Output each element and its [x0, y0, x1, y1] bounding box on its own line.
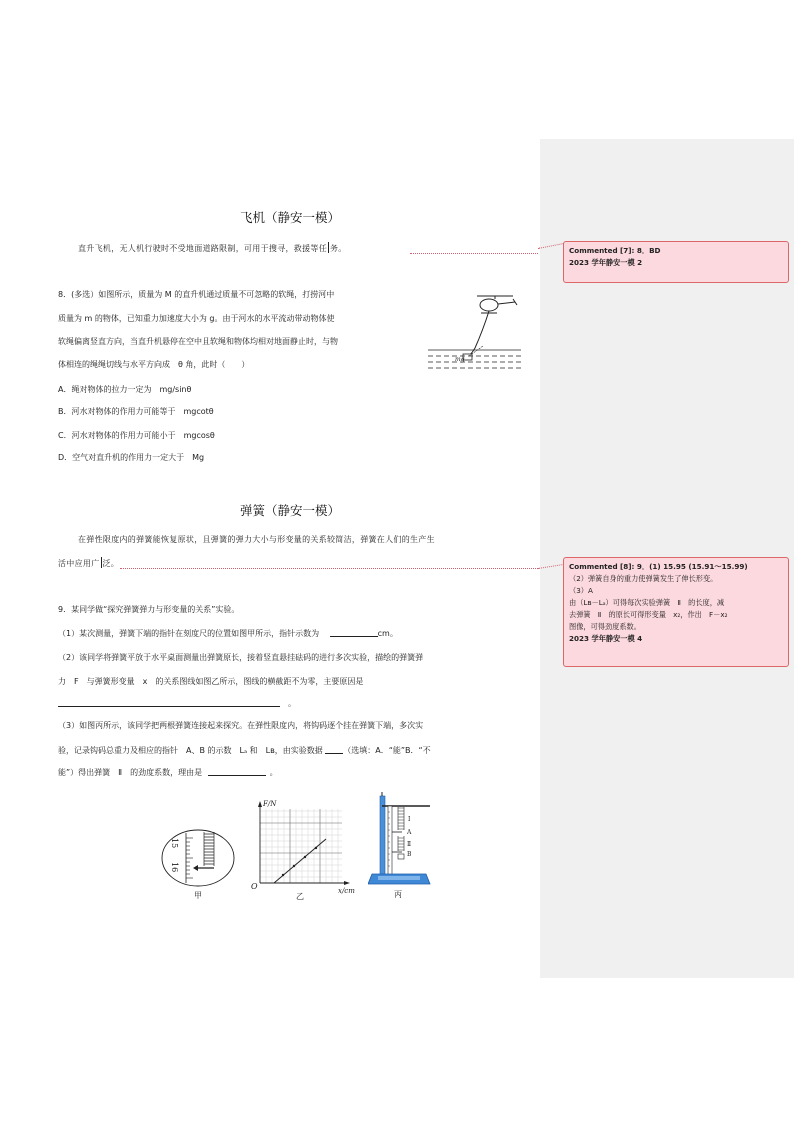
axis-x-label: x/cm	[338, 887, 355, 895]
q9-part-2-blank[interactable]	[58, 698, 280, 707]
comment-7[interactable]	[563, 241, 789, 283]
section-title-plane: 飞机（静安一模）	[240, 210, 341, 225]
comment-8-source: 2023 学年静安一模 4	[569, 634, 643, 643]
comment-7-head: Commented	[569, 246, 618, 255]
q9-part-3-line-1: （3）如图丙所示，该同学把两根弹簧连接起来探究。在弹性限度内，将钩码逐个挂在弹簧下端，多次实	[58, 721, 424, 730]
q8-option-a[interactable]: A．绳对物体的拉力一定为 mg/sinθ	[58, 385, 192, 394]
label-spring-II: Ⅱ	[407, 841, 412, 848]
q9-part-3-line-3: 能”）得出弹簧 Ⅱ 的劲度系数，理由是 。	[58, 768, 278, 777]
q9-part-3-line-2: 验，记录钩码总重力及相应的指针 A、B 的示数 Lₐ 和 Lʙ，由实验数据 （选填：A．“能”B．“不	[58, 746, 431, 755]
comment-8-line: 图像，可得劲度系数。	[569, 622, 641, 631]
figure-jia-caption: 甲	[194, 891, 202, 900]
section-intro-spring-1: 在弹性限度内的弹簧能恢复原状，且弹簧的弹力大小与形变量的关系较简洁，弹簧在人们的生产生	[78, 535, 435, 544]
q9-part-1: （1）某次测量，弹簧下端的指针在刻度尺的位置如图甲所示，指针示数为 cm。	[58, 629, 398, 638]
comment-8-line: 去弹簧 Ⅱ 的原长可得形变量 x₂，作出 F－x₂	[569, 610, 728, 619]
figure-yi-caption: 乙	[296, 892, 304, 901]
figure-yi-graph	[250, 797, 360, 905]
comment-8-line: （2）弹簧自身的重力使弹簧发生了伸长形变。	[569, 574, 718, 583]
label-pointer-B: B	[407, 851, 412, 858]
figure-bing-apparatus	[368, 790, 434, 902]
ruler-mark-16: 16	[170, 862, 179, 873]
text-cursor	[101, 557, 102, 568]
q9-part-2-line-1: （2）该同学将弹簧平放于水平桌面测量出弹簧原长，接着竖直悬挂砝码的进行多次实验，描绘的弹簧弹	[58, 653, 424, 662]
label-spring-I: Ⅰ	[408, 816, 411, 823]
q9-part-3-reason-blank[interactable]	[208, 767, 266, 776]
figure-jia-ruler	[160, 828, 236, 900]
comment-7-ref: [7]: 8．BD	[619, 246, 661, 255]
section-intro-spring-2: 活中应用广 泛。	[58, 559, 120, 568]
comment-8-line: 由（Lʙ－Lₐ）可得每次实验弹簧 Ⅱ 的长度，减	[569, 598, 725, 607]
axis-y-label: F/N	[263, 800, 277, 808]
helicopter-figure	[425, 290, 525, 376]
q8-line-3: 软绳偏离竖直方向，当直升机悬停在空中且软绳和物体均相对地面静止时，与物	[58, 337, 338, 346]
q9-part-2-line-3: 。	[58, 698, 296, 709]
mg-label: mg	[455, 356, 465, 363]
label-pointer-A: A	[407, 829, 412, 836]
q8-line-4: 体相连的绳绳切线与水平方向成 θ 角，此时（ ）	[58, 360, 250, 369]
comment-8[interactable]	[563, 557, 789, 667]
section-title-spring: 弹簧（静安一模）	[240, 503, 341, 518]
section-intro-plane: 直升飞机，无人机行驶时不受地面道路限制，可用于搜寻，救援等任 务。	[78, 244, 347, 253]
q8-option-d[interactable]: D．空气对直升机的作用力一定大于 Mg	[58, 453, 205, 462]
figure-bing-caption: 丙	[394, 890, 402, 899]
comment-8-ref: [8]: 9．(1) 15.95 (15.91～15.99)	[619, 562, 748, 571]
text-cursor	[328, 242, 329, 253]
comment-8-line: （3）A	[569, 586, 593, 595]
comment-7-source: 2023 学年静安一模 2	[569, 258, 643, 267]
axis-origin-label: O	[251, 882, 258, 891]
comment-anchor-line-8	[120, 568, 538, 569]
q9-part-3-choice-blank[interactable]	[325, 745, 343, 754]
q8-line-2: 质量为 m 的物体，已知重力加速度大小为 g。由于河水的水平流动带动物体使	[58, 314, 335, 323]
q9-part-2-line-2: 力 F 与弹簧形变量 x 的关系图线如图乙所示，图线的横截距不为零，主要原因是	[58, 677, 364, 686]
q8-line-1: 8．(多选）如图所示，质量为 M 的直升机通过质量不可忽略的软绳，打捞河中	[58, 290, 335, 299]
q8-option-c[interactable]: C．河水对物体的作用力可能小于 mgcosθ	[58, 431, 215, 440]
q9-stem: 9．某同学做“探究弹簧弹力与形变量的关系”实验。	[58, 605, 240, 614]
q8-option-b[interactable]: B．河水对物体的作用力可能等于 mgcotθ	[58, 407, 214, 416]
comment-anchor-line-7	[410, 253, 538, 254]
comment-8-head: Commented	[569, 562, 618, 571]
q9-part-1-blank[interactable]	[330, 628, 378, 637]
ruler-mark-15: 15	[170, 838, 179, 849]
